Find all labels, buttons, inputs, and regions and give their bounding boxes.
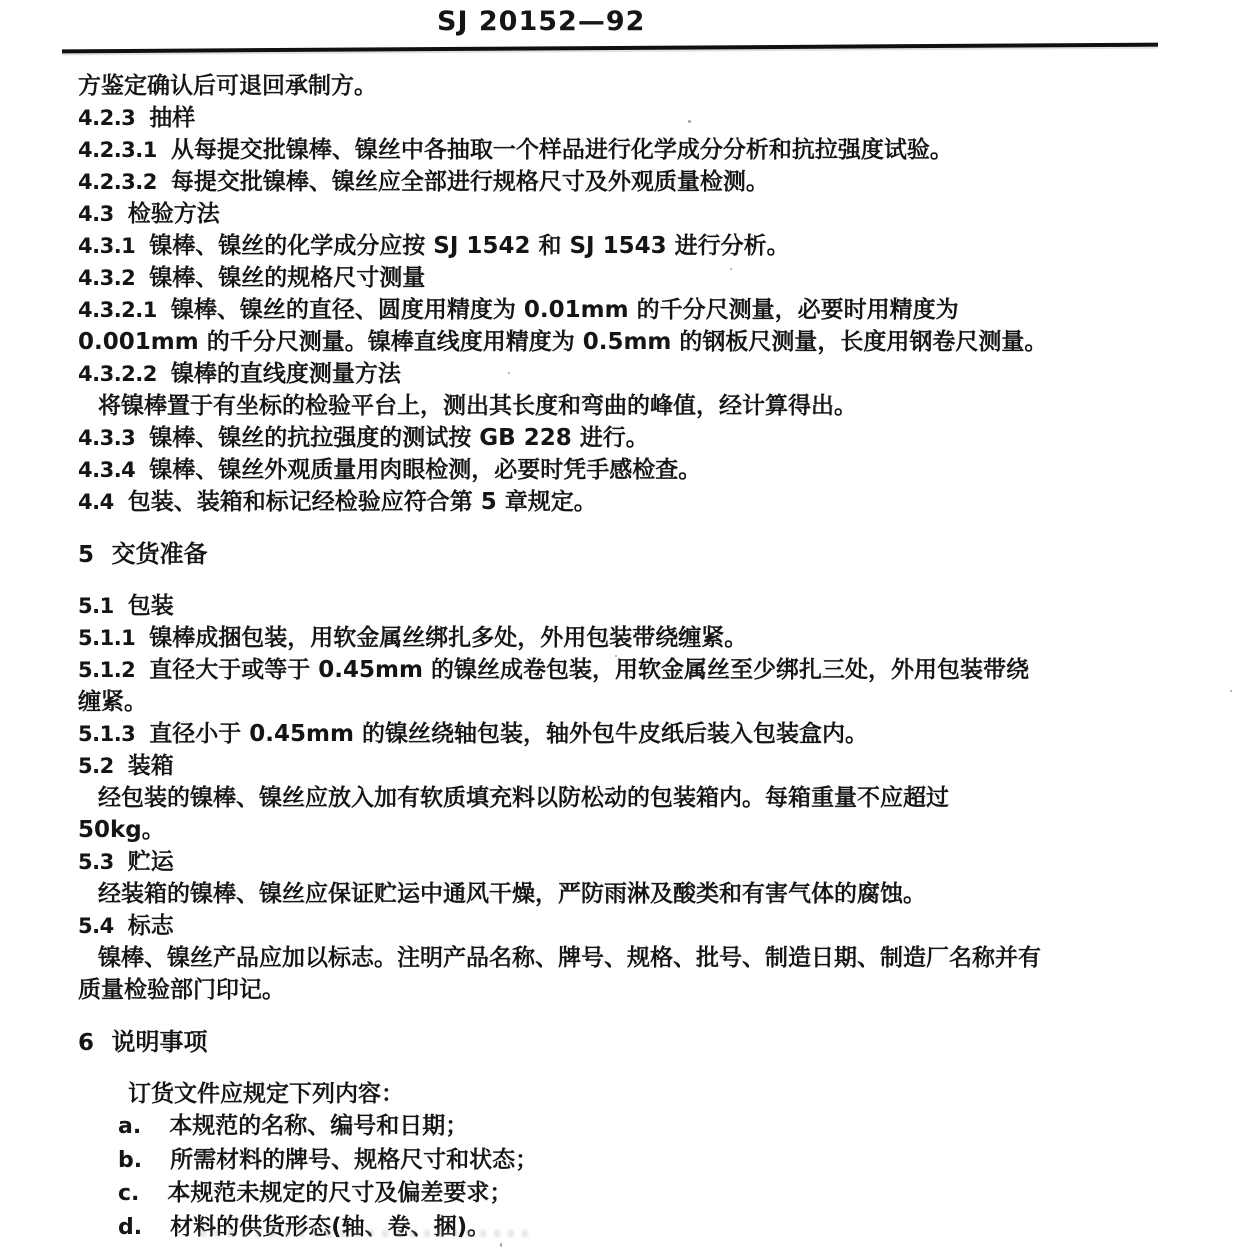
clause-text: 镍棒成捆包装，用软金属丝绑扎多处，外用包装带绕缠紧。 <box>149 625 748 651</box>
clause-number: 4.4 <box>78 490 114 514</box>
clause-5-3 <box>78 846 1210 878</box>
clause-text: 装箱 <box>127 753 174 779</box>
clause-4-3-1 <box>78 230 1210 262</box>
section-heading-5 <box>78 538 1210 570</box>
list-marker: c. <box>118 1181 140 1206</box>
clause-number: 4.2.3.1 <box>78 138 157 162</box>
clause-text: 标志 <box>127 913 174 939</box>
clause-number: 5.1.1 <box>78 626 136 650</box>
clause-text: 直径小于 0.45mm 的镍丝绕轴包装，轴外包牛皮纸后装入包装盒内。 <box>149 721 868 747</box>
clause-text: 包装 <box>127 593 174 619</box>
list-item-d <box>118 1211 1210 1245</box>
scan-smudge <box>200 1230 530 1237</box>
clause-number: 5.1.3 <box>78 722 136 746</box>
clause-4-3-2-2 <box>78 358 1210 390</box>
list-text: 材料的供货形态(轴、卷、捆)。 <box>170 1213 491 1240</box>
header-rule <box>62 43 1158 54</box>
section-title: 交货准备 <box>111 540 208 568</box>
clause-number: 4.3.2.1 <box>78 298 157 322</box>
clause-4-3-2-1 <box>78 294 1210 326</box>
clause-text: 从每提交批镍棒、镍丝中各抽取一个样品进行化学成分分析和抗拉强度试验。 <box>170 137 953 163</box>
section-heading-6 <box>78 1026 1210 1058</box>
list-marker: d. <box>118 1214 143 1240</box>
section-number: 5 <box>78 542 94 568</box>
clause-4-4 <box>78 486 1210 518</box>
clause-number: 5.1 <box>78 594 114 618</box>
list-item-a <box>118 1110 1210 1144</box>
para-continuation <box>78 70 1210 102</box>
list-text: 所需材料的牌号、规格尺寸和状态； <box>170 1146 539 1173</box>
clause-5-1 <box>78 590 1210 622</box>
para-indented <box>98 390 1210 422</box>
scan-speck <box>500 1243 502 1247</box>
clause-number: 4.3.2.2 <box>78 362 157 386</box>
clause-text: 抽样 <box>149 105 196 131</box>
clause-number: 4.3.1 <box>78 234 136 258</box>
para-indented <box>98 782 1210 814</box>
clause-5-1-3 <box>78 718 1210 750</box>
clause-text: 质量检验部门印记。 <box>78 977 285 1003</box>
list-text: 本规范的名称、编号和日期； <box>169 1113 469 1139</box>
clause-text: 订货文件应规定下列内容： <box>128 1081 404 1107</box>
clause-4-3 <box>78 198 1210 230</box>
clause-text: 镍棒、镍丝的规格尺寸测量 <box>149 265 426 291</box>
clause-number: 5.2 <box>78 754 114 778</box>
clause-number: 4.3.2 <box>78 266 136 290</box>
clause-5-1-2 <box>78 654 1210 686</box>
clause-text: 方鉴定确认后可退回承制方。 <box>78 73 377 99</box>
clause-text: 镍棒、镍丝的化学成分应按 SJ 1542 和 SJ 1543 进行分析。 <box>149 233 790 259</box>
clause-text: 0.001mm 的千分尺测量。镍棒直线度用精度为 0.5mm 的钢板尺测量，长度用钢卷尺测量。 <box>78 329 1048 355</box>
clause-text: 镍棒、镍丝的抗拉强度的测试按 GB 228 进行。 <box>149 425 649 451</box>
clause-4-3-4 <box>78 454 1210 486</box>
clause-text: 镍棒、镍丝产品应加以标志。注明产品名称、牌号、规格、批号、制造日期、制造厂名称并有 <box>98 945 1041 971</box>
clause-text: 直径大于或等于 0.45mm 的镍丝成卷包装，用软金属丝至少绑扎三处，外用包装带绕 <box>149 657 1029 683</box>
clause-4-2-3-2 <box>78 166 1210 198</box>
list-text: 本规范未规定的尺寸及偏差要求； <box>167 1180 513 1206</box>
clause-number: 5.4 <box>78 914 114 938</box>
clause-4-3-2 <box>78 262 1210 294</box>
clause-4-3-3 <box>78 422 1210 454</box>
clause-text: 镍棒、镍丝外观质量用肉眼检测，必要时凭手感检查。 <box>149 457 702 483</box>
list-item-b <box>118 1144 1210 1178</box>
clause-number: 4.3.4 <box>78 458 136 482</box>
scan-speck <box>615 655 617 657</box>
clause-4-2-3-1 <box>78 134 1210 166</box>
clause-text: 将镍棒置于有坐标的检验平台上，测出其长度和弯曲的峰值，经计算得出。 <box>98 393 857 419</box>
clause-4-2-3 <box>78 102 1210 134</box>
section-title: 说明事项 <box>111 1028 208 1056</box>
para-continuation <box>78 686 1210 718</box>
para-continuation <box>78 814 1210 846</box>
standard-number: SJ 20152—92 <box>437 6 646 37</box>
list-marker: b. <box>118 1147 143 1173</box>
scan-speck <box>508 372 510 374</box>
clause-5-1-1 <box>78 622 1210 654</box>
clause-text: 贮运 <box>127 849 174 875</box>
scan-speck <box>688 120 691 123</box>
para-continuation <box>78 326 1210 358</box>
clause-text: 50kg。 <box>78 817 165 843</box>
clause-number: 4.2.3.2 <box>78 170 157 194</box>
clause-5-4 <box>78 910 1210 942</box>
clause-text: 检验方法 <box>127 201 220 227</box>
clause-number: 4.3.3 <box>78 426 136 450</box>
clause-text: 每提交批镍棒、镍丝应全部进行规格尺寸及外观质量检测。 <box>170 169 769 195</box>
para-continuation <box>78 974 1210 1006</box>
scan-speck <box>1230 690 1232 692</box>
list-item-c <box>118 1177 1210 1211</box>
section-number: 6 <box>78 1030 94 1056</box>
clause-number: 4.3 <box>78 202 114 226</box>
document-body <box>78 70 1210 1244</box>
clause-number: 4.2.3 <box>78 106 136 130</box>
para-indented <box>128 1078 1210 1110</box>
clause-text: 经包装的镍棒、镍丝应放入加有软质填充料以防松动的包装箱内。每箱重量不应超过 <box>98 785 949 811</box>
clause-text: 经装箱的镍棒、镍丝应保证贮运中通风干燥，严防雨淋及酸类和有害气体的腐蚀。 <box>98 881 926 907</box>
para-indented <box>98 878 1210 910</box>
scan-speck <box>730 268 732 270</box>
clause-text: 镍棒的直线度测量方法 <box>170 361 401 387</box>
clause-number: 5.3 <box>78 850 114 874</box>
clause-number: 5.1.2 <box>78 658 136 682</box>
list-marker: a. <box>118 1114 142 1139</box>
clause-text: 缠紧。 <box>78 689 147 715</box>
clause-text: 包装、装箱和标记经检验应符合第 5 章规定。 <box>127 489 597 515</box>
clause-5-2 <box>78 750 1210 782</box>
clause-text: 镍棒、镍丝的直径、圆度用精度为 0.01mm 的千分尺测量，必要时用精度为 <box>170 297 959 323</box>
para-indented <box>98 942 1210 974</box>
